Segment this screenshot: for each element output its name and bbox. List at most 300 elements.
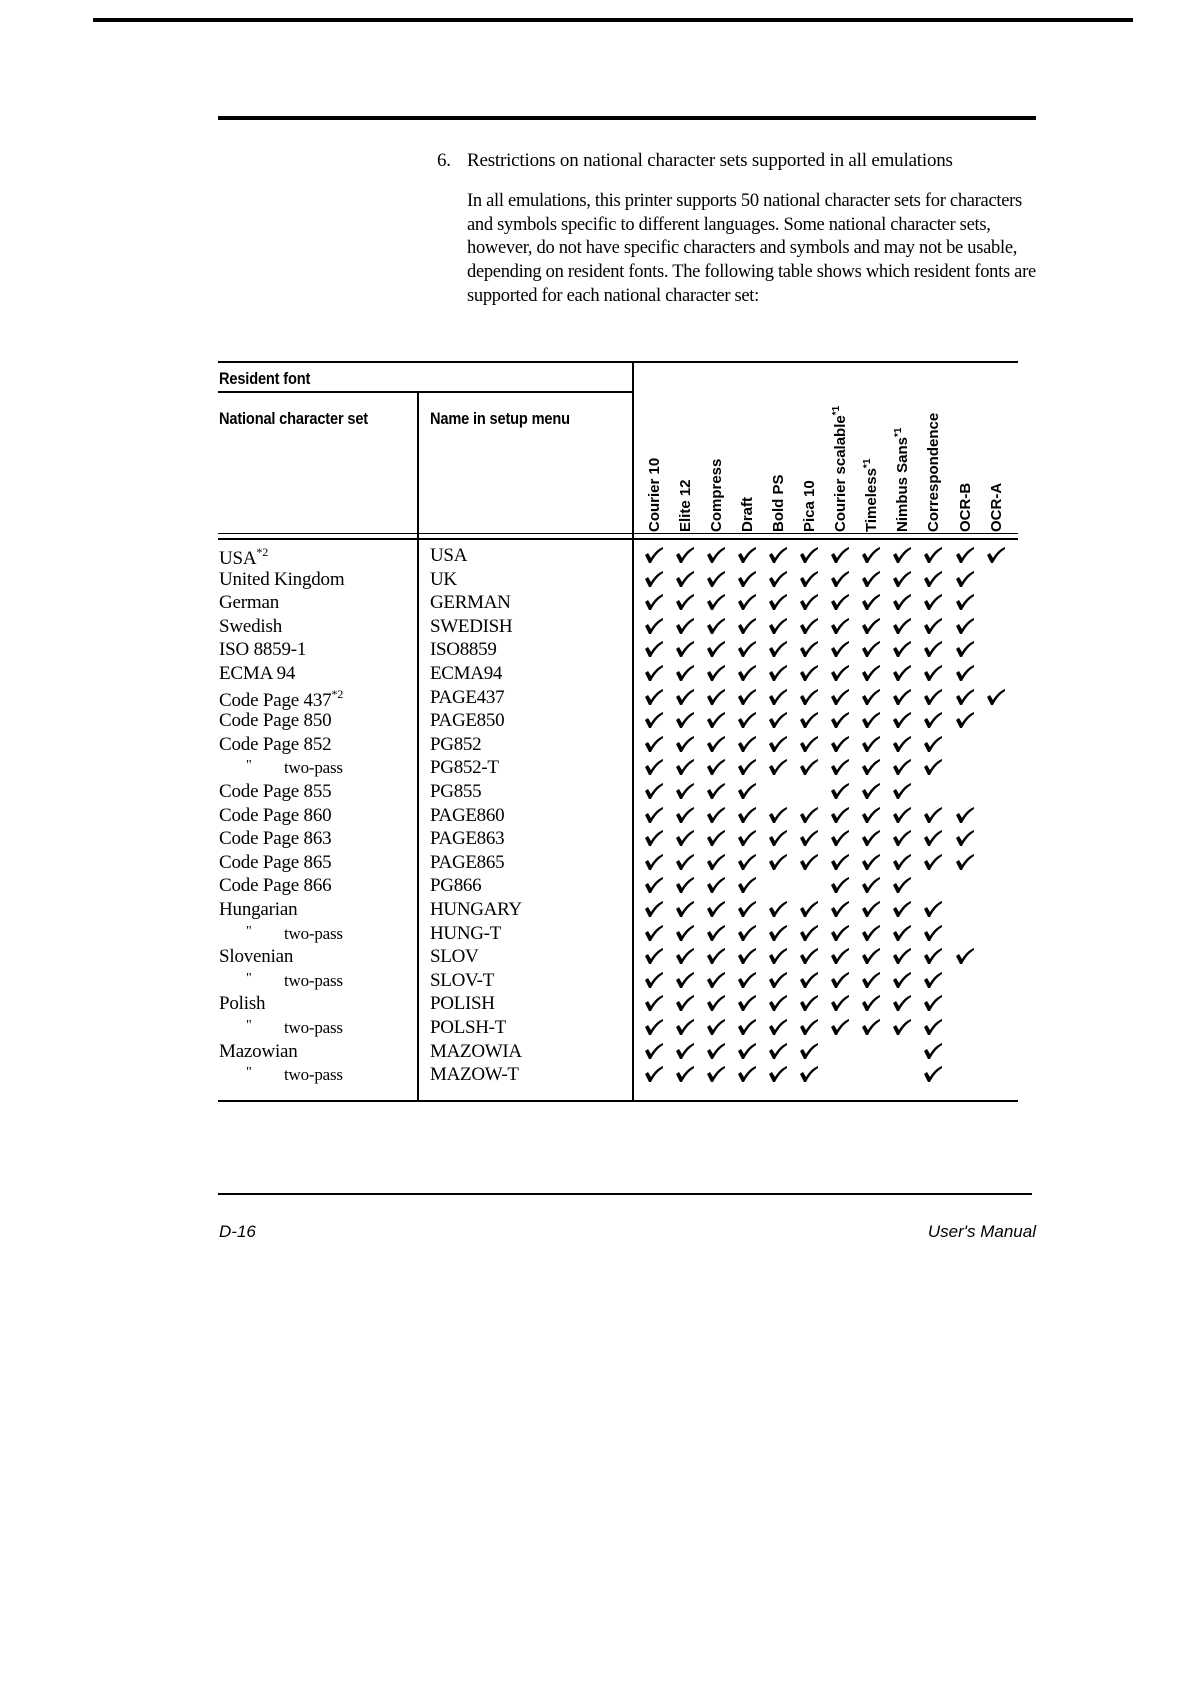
font-header-label: Compress — [708, 458, 725, 532]
setup-menu-name: SWEDISH — [430, 615, 513, 637]
check-mark-icon — [861, 1018, 883, 1038]
font-header-label: OCR-B — [957, 482, 974, 532]
national-set-cell — [246, 970, 343, 992]
check-mark-icon — [644, 853, 666, 873]
check-mark-icon — [861, 971, 883, 991]
font-header-timeless — [859, 332, 881, 532]
national-set-cell — [219, 687, 343, 712]
check-mark-icon — [644, 1042, 666, 1062]
check-mark-icon — [799, 971, 821, 991]
font-header-label: Courier 10 — [646, 457, 663, 532]
check-mark-icon — [923, 688, 945, 708]
national-set-cell — [246, 923, 343, 945]
check-mark-icon — [768, 806, 790, 826]
table-bottom-rule — [218, 1100, 1018, 1102]
check-mark-icon — [892, 782, 914, 802]
check-mark-icon — [830, 758, 852, 778]
check-mark-icon — [923, 994, 945, 1014]
check-mark-icon — [923, 806, 945, 826]
font-header-courier-scalable — [828, 332, 850, 532]
check-mark-icon — [737, 1042, 759, 1062]
check-mark-icon — [799, 829, 821, 849]
font-header-label: Pica 10 — [801, 480, 818, 532]
check-mark-icon — [861, 806, 883, 826]
check-mark-icon — [892, 758, 914, 778]
check-mark-icon — [955, 593, 977, 613]
check-mark-icon — [768, 853, 790, 873]
check-mark-icon — [892, 617, 914, 637]
check-mark-icon — [861, 735, 883, 755]
national-set-header: National character set — [219, 409, 368, 428]
check-mark-icon — [737, 994, 759, 1014]
check-mark-icon — [768, 664, 790, 684]
font-header-bold-ps — [766, 332, 788, 532]
check-mark-icon — [768, 640, 790, 660]
check-mark-icon — [644, 900, 666, 920]
check-mark-icon — [644, 735, 666, 755]
national-set-name: ISO 8859-1 — [219, 639, 307, 661]
ditto-mark: " — [246, 970, 252, 986]
setup-menu-name: MAZOWIA — [430, 1040, 522, 1062]
check-mark-icon — [675, 782, 697, 802]
check-mark-icon — [768, 829, 790, 849]
check-mark-icon — [830, 546, 852, 566]
check-mark-icon — [675, 876, 697, 896]
national-set-cell — [219, 852, 331, 874]
check-mark-icon — [644, 806, 666, 826]
check-mark-icon — [830, 593, 852, 613]
font-header-draft — [735, 332, 757, 532]
table-row — [0, 592, 1020, 616]
check-mark-icon — [892, 829, 914, 849]
setup-menu-name: UK — [430, 568, 457, 590]
table-row — [0, 757, 1020, 781]
table-row — [0, 781, 1020, 805]
check-mark-icon — [861, 924, 883, 944]
check-mark-icon — [923, 735, 945, 755]
font-header-compress — [704, 332, 726, 532]
national-set-name: Code Page 863 — [219, 828, 332, 850]
check-mark-icon — [799, 688, 821, 708]
font-header-label: Draft — [739, 496, 756, 532]
footnote-marker: *2 — [331, 686, 344, 701]
check-mark-icon — [892, 735, 914, 755]
national-set-cell — [219, 899, 297, 921]
check-mark-icon — [737, 617, 759, 637]
check-mark-icon — [861, 876, 883, 896]
check-mark-icon — [892, 853, 914, 873]
section-heading — [437, 150, 953, 172]
check-mark-icon — [644, 688, 666, 708]
national-set-cell — [219, 592, 279, 614]
check-mark-icon — [675, 994, 697, 1014]
check-mark-icon — [955, 806, 977, 826]
table-row — [0, 1041, 1020, 1065]
check-mark-icon — [675, 971, 697, 991]
check-mark-icon — [892, 570, 914, 590]
check-mark-icon — [768, 924, 790, 944]
check-mark-icon — [675, 1018, 697, 1038]
check-mark-icon — [923, 1065, 945, 1085]
check-mark-icon — [706, 782, 728, 802]
check-mark-icon — [737, 711, 759, 731]
national-set-name: Polish — [219, 993, 266, 1015]
national-set-name: German — [219, 592, 279, 614]
header-rule — [218, 116, 1036, 120]
national-set-name: two-pass — [284, 970, 343, 990]
check-mark-icon — [768, 546, 790, 566]
check-mark-icon — [830, 782, 852, 802]
check-mark-icon — [706, 711, 728, 731]
national-set-name: Code Page 855 — [219, 781, 332, 802]
check-mark-icon — [706, 758, 728, 778]
table-row — [0, 616, 1020, 640]
check-mark-icon — [768, 1042, 790, 1062]
check-mark-icon — [675, 924, 697, 944]
check-mark-icon — [830, 994, 852, 1014]
setup-menu-name: USA — [430, 545, 468, 566]
check-mark-icon — [644, 876, 666, 896]
table-row — [0, 639, 1020, 663]
section-number: 6. — [437, 150, 451, 171]
font-header-courier-10 — [642, 332, 664, 532]
national-set-cell — [219, 805, 331, 827]
setup-menu-name: ECMA94 — [430, 663, 503, 684]
check-mark-icon — [675, 1065, 697, 1085]
check-mark-icon — [861, 782, 883, 802]
table-row — [0, 545, 1020, 569]
font-header-note: *1 — [893, 427, 904, 437]
check-mark-icon — [706, 570, 728, 590]
font-header-label: Courier scalable$^{*1}$ — [831, 405, 849, 532]
setup-menu-name: PG852-T — [430, 757, 499, 779]
page-number: D-16 — [219, 1222, 256, 1241]
check-mark-icon — [737, 758, 759, 778]
check-mark-icon — [706, 876, 728, 896]
national-set-cell — [246, 1064, 343, 1086]
check-mark-icon — [675, 829, 697, 849]
check-mark-icon — [799, 853, 821, 873]
check-mark-icon — [861, 640, 883, 660]
check-mark-icon — [892, 711, 914, 731]
check-mark-icon — [768, 994, 790, 1014]
check-mark-icon — [955, 688, 977, 708]
check-mark-icon — [861, 617, 883, 637]
national-set-name: Swedish — [219, 615, 282, 637]
check-mark-icon — [706, 546, 728, 566]
check-mark-icon — [675, 570, 697, 590]
check-mark-icon — [737, 782, 759, 802]
check-mark-icon — [923, 1018, 945, 1038]
check-mark-icon — [675, 546, 697, 566]
check-mark-icon — [955, 617, 977, 637]
check-mark-icon — [737, 1065, 759, 1085]
national-set-name: Code Page 860 — [219, 804, 332, 826]
check-mark-icon — [830, 924, 852, 944]
check-mark-icon — [706, 971, 728, 991]
check-mark-icon — [675, 758, 697, 778]
check-mark-icon — [892, 546, 914, 566]
national-set-name: USA — [219, 548, 257, 569]
check-mark-icon — [955, 947, 977, 967]
check-mark-icon — [706, 900, 728, 920]
check-mark-icon — [892, 640, 914, 660]
check-mark-icon — [644, 782, 666, 802]
setup-menu-name: ISO8859 — [430, 639, 497, 661]
check-mark-icon — [644, 617, 666, 637]
check-mark-icon — [861, 711, 883, 731]
check-mark-icon — [675, 1042, 697, 1062]
check-mark-icon — [644, 593, 666, 613]
check-mark-icon — [737, 806, 759, 826]
national-set-name: Code Page 437 — [219, 689, 332, 711]
check-mark-icon — [768, 735, 790, 755]
check-mark-icon — [644, 971, 666, 991]
check-mark-icon — [706, 617, 728, 637]
setup-menu-name: HUNG-T — [430, 922, 502, 944]
check-mark-icon — [799, 617, 821, 637]
check-mark-icon — [768, 1018, 790, 1038]
check-mark-icon — [923, 947, 945, 967]
setup-menu-name: PAGE437 — [430, 686, 505, 708]
check-mark-icon — [923, 570, 945, 590]
font-header-ocr-b — [953, 332, 975, 532]
check-mark-icon — [830, 971, 852, 991]
check-mark-icon — [706, 688, 728, 708]
check-mark-icon — [737, 900, 759, 920]
check-mark-icon — [706, 829, 728, 849]
check-mark-icon — [737, 735, 759, 755]
check-mark-icon — [675, 853, 697, 873]
table-row — [0, 970, 1020, 994]
national-set-cell — [246, 1017, 343, 1039]
check-mark-icon — [737, 947, 759, 967]
ditto-mark: " — [246, 758, 252, 774]
check-mark-icon — [644, 924, 666, 944]
check-mark-icon — [644, 570, 666, 590]
setup-menu-name: MAZOW-T — [430, 1064, 519, 1086]
national-set-cell — [219, 993, 265, 1015]
font-header-correspondence — [921, 332, 943, 532]
national-set-name: Code Page 866 — [219, 875, 332, 897]
check-mark-icon — [923, 829, 945, 849]
check-mark-icon — [892, 664, 914, 684]
check-mark-icon — [768, 900, 790, 920]
check-mark-icon — [830, 617, 852, 637]
setup-menu-name: PAGE863 — [430, 828, 505, 850]
table-row — [0, 875, 1020, 899]
check-mark-icon — [799, 947, 821, 967]
check-mark-icon — [861, 994, 883, 1014]
check-mark-icon — [861, 546, 883, 566]
table-row — [0, 993, 1020, 1017]
check-mark-icon — [644, 640, 666, 660]
check-mark-icon — [768, 688, 790, 708]
check-mark-icon — [892, 924, 914, 944]
font-header-pica-10 — [797, 332, 819, 532]
check-mark-icon — [955, 829, 977, 849]
national-set-name: Slovenian — [219, 946, 294, 968]
setup-menu-name: PAGE860 — [430, 804, 505, 826]
font-header-note: *1 — [831, 405, 842, 416]
check-mark-icon — [955, 664, 977, 684]
check-mark-icon — [737, 640, 759, 660]
check-mark-icon — [737, 1018, 759, 1038]
setup-menu-name: SLOV — [430, 946, 479, 968]
national-set-cell — [219, 946, 293, 968]
setup-menu-name: SLOV-T — [430, 969, 495, 991]
check-mark-icon — [955, 711, 977, 731]
check-mark-icon — [799, 735, 821, 755]
national-set-name: Code Page 865 — [219, 851, 332, 873]
check-mark-icon — [861, 947, 883, 967]
check-mark-icon — [830, 570, 852, 590]
table-row — [0, 663, 1020, 687]
table-row — [0, 1017, 1020, 1041]
check-mark-icon — [644, 546, 666, 566]
check-mark-icon — [706, 947, 728, 967]
check-mark-icon — [923, 593, 945, 613]
check-mark-icon — [830, 900, 852, 920]
check-mark-icon — [986, 688, 1008, 708]
check-mark-icon — [799, 900, 821, 920]
check-mark-icon — [675, 947, 697, 967]
national-set-cell — [219, 639, 306, 661]
font-header-elite-12 — [673, 332, 695, 532]
font-header-ocr-a — [984, 332, 1006, 532]
check-mark-icon — [861, 900, 883, 920]
check-mark-icon — [830, 853, 852, 873]
national-set-cell — [219, 663, 295, 685]
check-mark-icon — [675, 900, 697, 920]
check-mark-icon — [706, 1042, 728, 1062]
check-mark-icon — [706, 664, 728, 684]
national-set-name: two-pass — [284, 758, 343, 778]
setup-menu-name: PAGE865 — [430, 851, 505, 873]
check-mark-icon — [737, 829, 759, 849]
check-mark-icon — [706, 806, 728, 826]
table-row — [0, 710, 1020, 734]
check-mark-icon — [892, 688, 914, 708]
check-mark-icon — [644, 1065, 666, 1085]
national-set-cell — [219, 1041, 298, 1063]
check-mark-icon — [644, 664, 666, 684]
check-mark-icon — [923, 971, 945, 991]
national-set-name: ECMA 94 — [219, 663, 296, 684]
check-mark-icon — [892, 876, 914, 896]
check-mark-icon — [768, 758, 790, 778]
national-set-name: Mazowian — [219, 1040, 298, 1062]
font-header-note: *1 — [862, 458, 873, 469]
font-header-label: Correspondence — [925, 412, 942, 532]
national-set-name: Code Page 852 — [219, 733, 332, 755]
ditto-mark: " — [246, 1018, 252, 1033]
check-mark-icon — [923, 924, 945, 944]
check-mark-icon — [986, 546, 1008, 566]
check-mark-icon — [644, 947, 666, 967]
manual-title: User's Manual — [927, 1222, 1036, 1241]
check-mark-icon — [706, 1065, 728, 1085]
check-mark-icon — [799, 1065, 821, 1085]
check-mark-icon — [923, 640, 945, 660]
national-set-cell — [219, 828, 331, 850]
header-bottom-rule-2 — [218, 538, 1018, 540]
check-mark-icon — [799, 924, 821, 944]
table-row — [0, 569, 1020, 593]
check-mark-icon — [923, 546, 945, 566]
check-mark-icon — [644, 711, 666, 731]
check-mark-icon — [955, 570, 977, 590]
resident-font-header: Resident font — [219, 369, 311, 388]
check-mark-icon — [768, 971, 790, 991]
check-mark-icon — [644, 1018, 666, 1038]
check-mark-icon — [923, 900, 945, 920]
check-mark-icon — [830, 688, 852, 708]
table-row — [0, 687, 1020, 711]
check-mark-icon — [799, 758, 821, 778]
national-set-cell — [219, 875, 331, 897]
check-mark-icon — [830, 1018, 852, 1038]
check-mark-icon — [892, 1018, 914, 1038]
check-mark-icon — [923, 758, 945, 778]
table-row — [0, 734, 1020, 758]
check-mark-icon — [955, 853, 977, 873]
font-header-label: Bold PS — [770, 474, 787, 532]
check-mark-icon — [955, 640, 977, 660]
check-mark-icon — [923, 664, 945, 684]
check-mark-icon — [675, 735, 697, 755]
setup-menu-name: HUNGARY — [430, 899, 522, 920]
check-mark-icon — [799, 570, 821, 590]
table-row — [0, 852, 1020, 876]
national-set-cell — [246, 757, 343, 779]
national-set-cell — [219, 710, 331, 732]
national-set-name: two-pass — [284, 923, 343, 943]
check-mark-icon — [799, 640, 821, 660]
check-mark-icon — [799, 994, 821, 1014]
national-set-name: two-pass — [284, 1065, 343, 1085]
setup-menu-name: PG855 — [430, 781, 482, 802]
check-mark-icon — [737, 546, 759, 566]
footnote-marker: *2 — [256, 545, 269, 559]
check-mark-icon — [675, 617, 697, 637]
check-mark-icon — [799, 593, 821, 613]
check-mark-icon — [675, 806, 697, 826]
setup-menu-name: PG866 — [430, 875, 482, 897]
check-mark-icon — [675, 593, 697, 613]
table-row — [0, 828, 1020, 852]
check-mark-icon — [892, 593, 914, 613]
check-mark-icon — [861, 688, 883, 708]
table-row — [0, 805, 1020, 829]
check-mark-icon — [737, 971, 759, 991]
setup-menu-name: PAGE850 — [430, 710, 505, 732]
section-title: Restrictions on national character sets supported in all emulations — [467, 150, 953, 171]
check-mark-icon — [830, 711, 852, 731]
check-mark-icon — [768, 1065, 790, 1085]
font-header-label: OCR-A — [988, 482, 1005, 532]
table-row — [0, 923, 1020, 947]
check-mark-icon — [737, 664, 759, 684]
check-mark-icon — [737, 853, 759, 873]
check-mark-icon — [830, 664, 852, 684]
header-bottom-rule-1 — [218, 533, 1018, 534]
check-mark-icon — [861, 593, 883, 613]
check-mark-icon — [923, 1042, 945, 1062]
check-mark-icon — [830, 735, 852, 755]
table-row — [0, 899, 1020, 923]
check-mark-icon — [830, 829, 852, 849]
